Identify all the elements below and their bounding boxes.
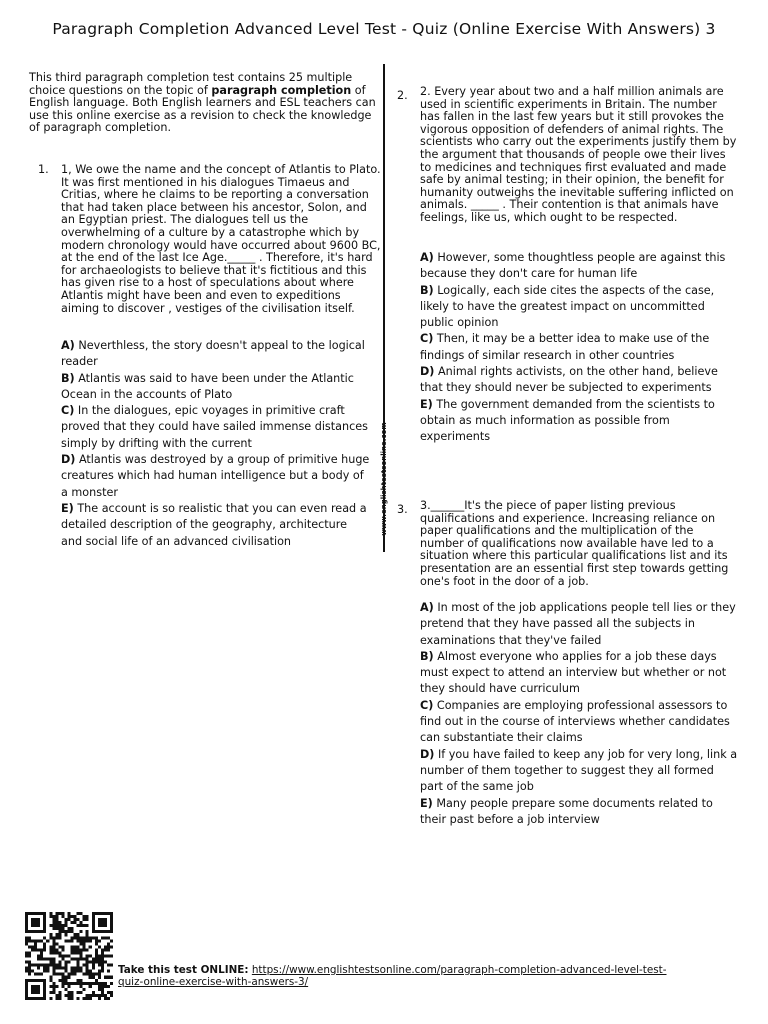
- option-letter: D): [420, 747, 435, 761]
- option-letter: A): [420, 251, 434, 264]
- intro-text-after: of English language. Both English learners and ESL teachers can use this online exercise as a revision to check the knowledge of paragraph completion.: [29, 83, 376, 135]
- option-d[interactable]: [420, 747, 738, 796]
- question-options: [420, 250, 735, 446]
- footer-label: Take this test ONLINE:: [118, 964, 249, 976]
- footer-url-link[interactable]: https://www.englishtestsonline.com/paragraph-completion-advanced-level-test-quiz-online-exercise-with-answers-3/: [118, 964, 667, 988]
- option-letter: E): [420, 397, 433, 411]
- option-text: In the dialogues, epic voyages in primitive craft proved that they could have sailed immense distances simply by drifting with the current: [61, 404, 368, 450]
- option-e[interactable]: [420, 796, 738, 829]
- option-text: The account is so realistic that you can even read a detailed description of the geography, architecture and social life of an advanced civilisation: [61, 501, 367, 548]
- question-stem: 1, We owe the name and the concept of Atlantis to Plato. It was first mentioned in his dialogues Timaeus and Critias, where he claims to be reporting a conversation that had taken place between his ancestor, Solon, and an Egyptian priest. The dialogues tell us the overwhelming of a culture by a catastrophe which by modern chronology would have occurred about 9600 BC, at the end of the last Ice Age._____ . Therefore, it's hard for archaeologists to believe that it's fictitious and this has given rise to a host of speculations about where Atlantis might have been and even to expeditions aiming to discover , vestiges of the civilisation itself.: [61, 163, 381, 315]
- option-letter: E): [420, 796, 433, 810]
- option-a[interactable]: [420, 600, 738, 649]
- intro-text-before: This third paragraph completion test contains 25 multiple choice questions on the topic of: [29, 71, 353, 97]
- option-text: Many people prepare some documents related to their past before a job interview: [420, 796, 713, 826]
- option-c[interactable]: [61, 403, 371, 452]
- question-stem: 2. Every year about two and a half million animals are used in scientific experiments in Britain. The number has fallen in the last few years but it still provokes the vigorous opposition of defenders of animal rights. The scientists who carry out the experiments justify them by the argument that thousands of people owe their lives to medicines and techniques first evaluated and made safe by animal testing; in their opinion, the benefit for humanity outweighs the inevitable suffering inflicted on animals. _____ . Their contention is that animals have feelings, like us, which ought to be respected.: [420, 85, 737, 224]
- option-letter: B): [420, 283, 434, 297]
- option-a[interactable]: [420, 250, 735, 283]
- option-text: Logically, each side cites the aspects of the case, likely to have the greatest impact on uncommitted public opinion: [420, 283, 715, 330]
- option-letter: C): [420, 698, 434, 712]
- option-text: Atlantis was destroyed by a group of primitive huge creatures which had human intelligence but a body of a monster: [61, 453, 370, 499]
- option-b[interactable]: [420, 649, 738, 698]
- question-options: [61, 338, 371, 550]
- option-d[interactable]: [61, 452, 371, 501]
- option-text: Then, it may be a better idea to make use of the findings of similar research in other countries: [420, 332, 710, 362]
- option-text: Atlantis was said to have been under the Atlantic Ocean in the accounts of Plato: [61, 371, 354, 401]
- option-text: Animal rights activists, on the other hand, believe that they should never be subjected to experiments: [420, 365, 718, 395]
- question-number: 1.: [38, 163, 49, 176]
- question-stem: 3.______It's the piece of paper listing previous qualifications and experience. Increasing reliance on paper qualifications and the multiplication of the number of qualifications now available have led to a situation where this particular qualifications list and its presentation are an essential first step towards getting one's foot in the door of a job.: [420, 499, 729, 588]
- option-text: Almost everyone who applies for a job these days must expect to attend an interview but whether or not they should have curriculum: [420, 649, 727, 696]
- question-number: 3.: [397, 503, 408, 516]
- option-text: Neverthless, the story doesn't appeal to the logical reader: [61, 339, 365, 369]
- option-letter: C): [61, 404, 75, 418]
- option-b[interactable]: [61, 371, 371, 404]
- question-number: 2.: [397, 89, 408, 102]
- qr-code-icon[interactable]: [24, 912, 114, 1000]
- option-letter: A): [420, 601, 434, 614]
- option-e[interactable]: [61, 501, 371, 550]
- side-watermark-url: www.englishtestsonline.com: [380, 422, 388, 536]
- option-letter: B): [420, 649, 434, 663]
- intro-topic-bold: paragraph completion: [211, 83, 352, 97]
- option-d[interactable]: [420, 364, 735, 397]
- intro-paragraph: [29, 72, 379, 135]
- option-b[interactable]: [420, 283, 735, 332]
- option-letter: B): [61, 371, 75, 385]
- option-text: The government demanded from the scientists to obtain as much information as possible from experiments: [420, 397, 715, 444]
- option-letter: A): [61, 339, 75, 352]
- option-a[interactable]: [61, 338, 371, 371]
- page-title: Paragraph Completion Advanced Level Test - Quiz (Online Exercise With Answers) 3: [52, 20, 716, 38]
- option-letter: E): [61, 501, 74, 515]
- option-text: If you have failed to keep any job for very long, link a number of them together to suggest they all formed part of the same job: [420, 747, 738, 794]
- option-c[interactable]: [420, 331, 735, 364]
- option-letter: D): [420, 365, 435, 379]
- question-options: [420, 600, 738, 828]
- option-letter: C): [420, 332, 434, 346]
- option-text: However, some thoughtless people are against this because they don't care for human life: [420, 251, 726, 281]
- option-text: In most of the job applications people tell lies or they pretend that they have passed all the subjects in examinations that they've failed: [420, 601, 736, 647]
- footer-online-link: [118, 964, 678, 988]
- option-text: Companies are employing professional assessors to find out in the course of interviews whether candidates can substantiate their claims: [420, 698, 730, 745]
- option-c[interactable]: [420, 698, 738, 747]
- option-letter: D): [61, 453, 76, 467]
- option-e[interactable]: [420, 397, 735, 446]
